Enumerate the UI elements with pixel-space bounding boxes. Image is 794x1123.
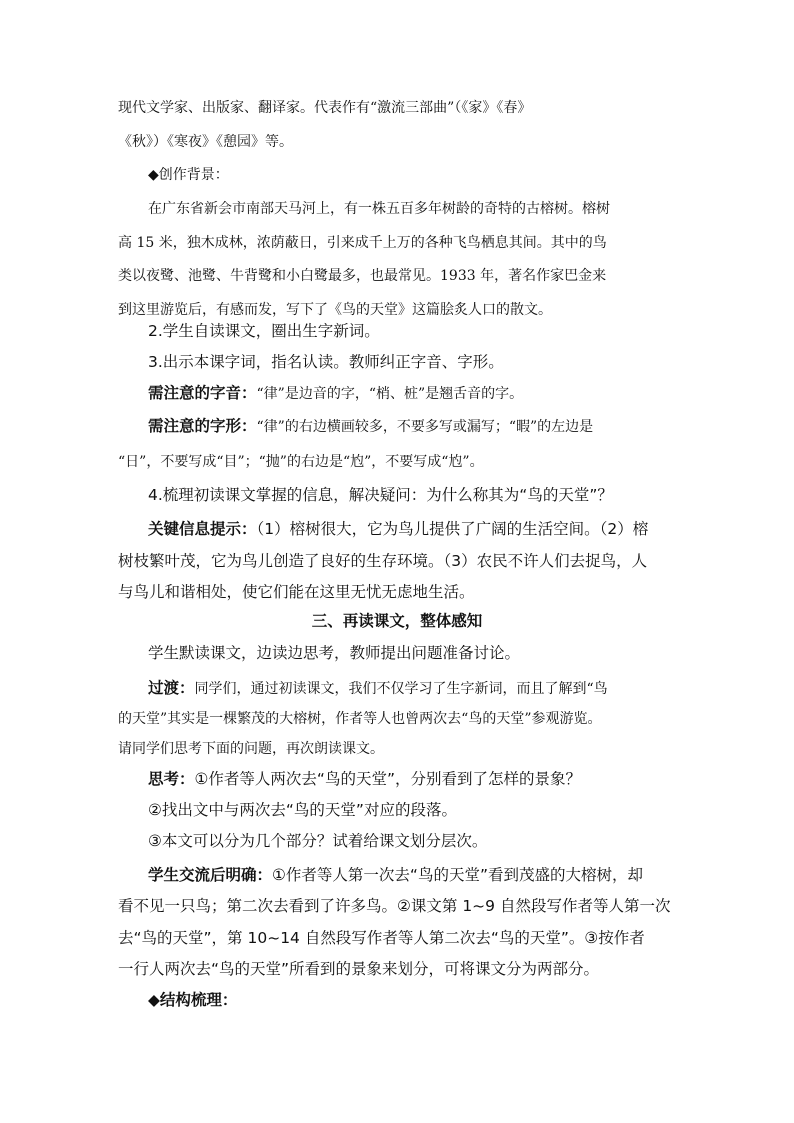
think-question-1: ①作者等人两次去“鸟的天堂”，分别看到了怎样的景象？ xyxy=(194,770,581,788)
conclusion-line-4: 一行人两次去“鸟的天堂”所看到的景象来划分，可将课文分为两部分。 xyxy=(118,960,600,978)
intro-line-1: 现代文学家、出版家、翻译家。代表作有“激流三部曲”（《家》《春》 xyxy=(118,100,532,116)
think-label: 思考： xyxy=(148,770,195,788)
step-3: 3.出示本课字词，指名认读。教师纠正字音、字形。 xyxy=(148,353,504,371)
section-3-intro: 学生默读课文，边读边思考，教师提出问题准备讨论。 xyxy=(148,644,521,662)
transition-text-1: 同学们，通过初读课文，我们不仅学习了生字新词，而且了解到“鸟 xyxy=(194,681,608,697)
conclusion-label: 学生交流后明确： xyxy=(148,866,273,884)
conclusion-line-2: 看不见一只鸟；第二次去看到了许多鸟。②课文第 1~9 自然段写作者等人第一次 xyxy=(118,897,671,915)
structure-heading: ◆结构梳理： xyxy=(148,991,238,1009)
transition-line-3: 请同学们思考下面的问题，再次朗读课文。 xyxy=(118,741,384,757)
background-line-3: 类以夜鹭、池鹭、牛背鹭和小白鹭最多，也最常见。1933 年，著名作家巴金来 xyxy=(118,268,607,284)
background-line-1: 在广东省新会市南部天马河上，有一株五百多年树龄的奇特的古榕树。榕树 xyxy=(148,201,610,217)
background-line-4: 到这里游览后，有感而发，写下了《鸟的天堂》这篇脍炙人口的散文。 xyxy=(118,302,552,318)
conclusion-text-1: ①作者等人第一次去“鸟的天堂”看到茂盛的大榕树，却 xyxy=(272,866,643,884)
conclusion-line-1 xyxy=(148,864,708,886)
transition-label: 过渡： xyxy=(148,679,195,697)
key-info-line-1 xyxy=(148,518,708,540)
key-info-text-1: （1）榕树很大，它为鸟儿提供了广阔的生活空间。（2）榕 xyxy=(256,520,649,538)
key-info-line-3: 与鸟儿和谐相处，使它们能在这里无忧无虑地生活。 xyxy=(118,583,475,601)
shape-note xyxy=(148,415,708,438)
key-info-line-2: 树枝繁叶茂，它为鸟儿创造了良好的生存环境。（3）农民不许人们去捉鸟，人 xyxy=(118,552,648,570)
intro-line-2: 《秋》）《寒夜》《憩园》等。 xyxy=(118,134,293,150)
pronunciation-note xyxy=(148,382,708,405)
think-question-2: ②找出文中与两次去“鸟的天堂”对应的段落。 xyxy=(148,801,457,819)
transition-line-2: 的天堂”其实是一棵繁茂的大榕树，作者等人也曾两次去“鸟的天堂”参观游览。 xyxy=(118,711,602,727)
background-heading: ◆创作背景： xyxy=(148,167,229,183)
conclusion-line-3: 去“鸟的天堂”，第 10~14 自然段写作者等人第二次去“鸟的天堂”。③按作者 xyxy=(118,929,645,947)
pronunciation-text: “律”是边音的字，“梢、桩”是翘舌音的字。 xyxy=(256,386,524,402)
shape-label: 需注意的字形： xyxy=(148,417,257,435)
shape-text-2: “日”，不要写成“目”；“抛”的右边是“尥”，不要写成“尥”。 xyxy=(118,454,484,470)
pronunciation-label: 需注意的字音： xyxy=(148,384,257,402)
think-line-1 xyxy=(148,768,708,790)
key-info-label: 关键信息提示： xyxy=(148,520,257,538)
background-line-2: 高 15 米，独木成林，浓荫蔽日，引来成千上万的各种飞鸟栖息其间。其中的鸟 xyxy=(118,235,607,251)
step-4: 4.梳理初读课文掌握的信息，解决疑问：为什么称其为“鸟的天堂”？ xyxy=(148,486,613,504)
think-question-3: ③本文可以分为几个部分？试着给课文划分层次。 xyxy=(148,832,488,850)
shape-text-1: “律”的右边横画较多，不要多写或漏写；“暇”的左边是 xyxy=(256,419,594,435)
section-3-title: 三、再读课文，整体感知 xyxy=(311,612,483,630)
step-2: 2.学生自读课文，圈出生字新词。 xyxy=(148,322,380,340)
transition-line-1 xyxy=(148,677,708,700)
